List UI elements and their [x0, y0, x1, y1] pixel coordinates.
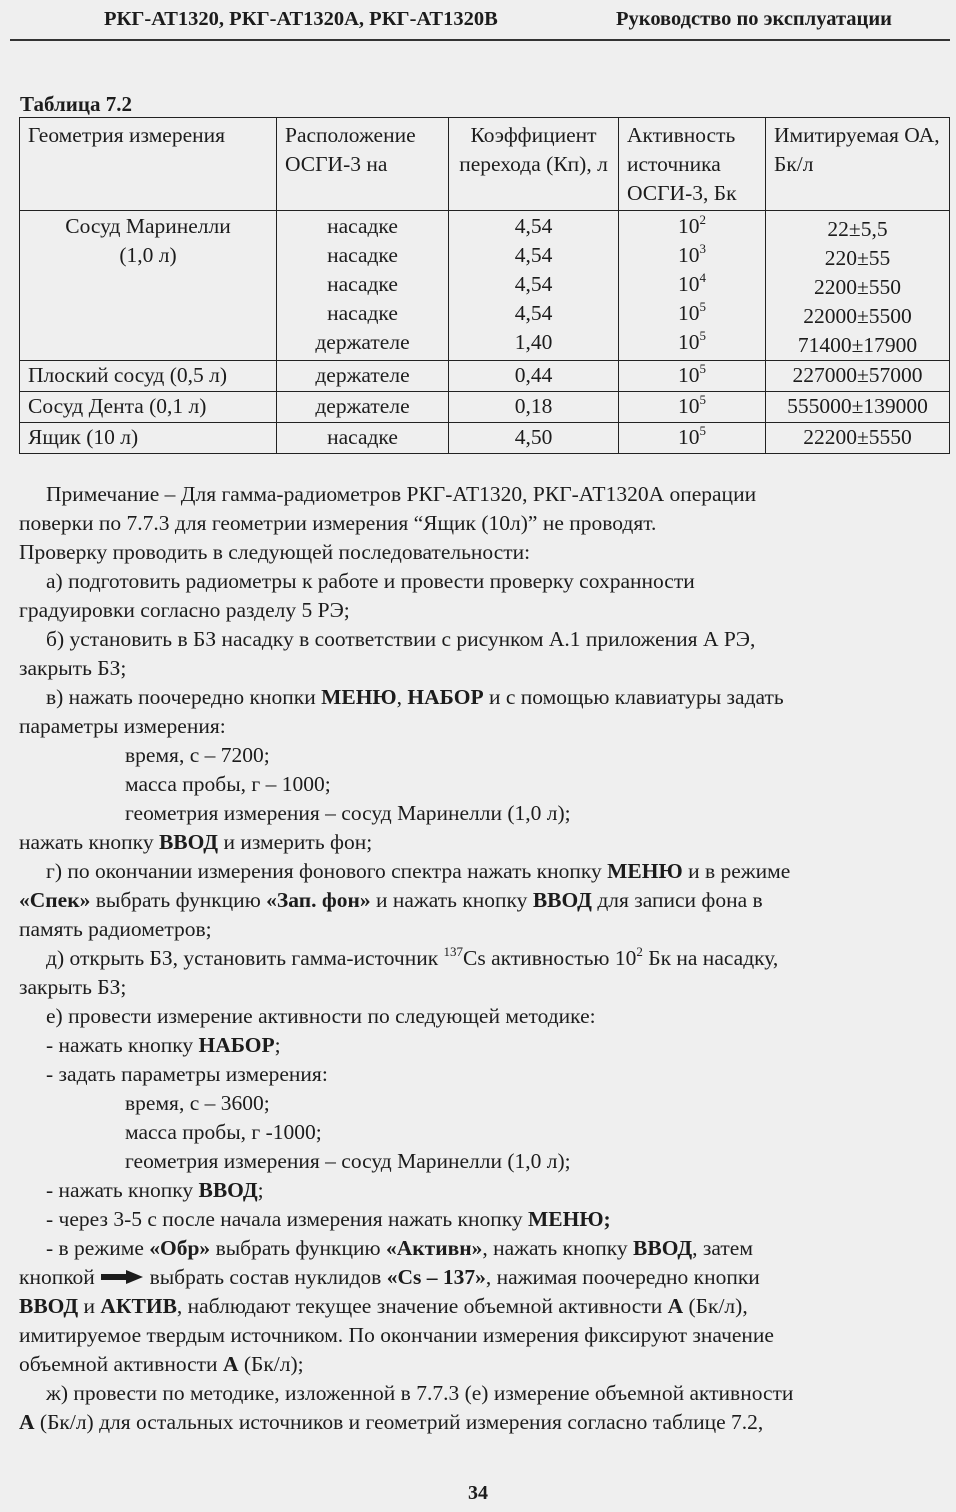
param-mass: масса пробы, г – 1000;: [125, 772, 331, 796]
header-cell: Активность источника ОСГИ-3, Бк: [619, 118, 766, 211]
coefficient-value: 4,54: [514, 301, 553, 325]
step-d: д) открыть БЗ, установить гамма-источник $^{137}$Cs активностью $10^2$ Бк на насадку,: [46, 944, 779, 970]
step-b-cont: закрыть БЗ;: [19, 656, 127, 680]
activity-cell: $10^5$: [619, 392, 766, 423]
header-cell: Расположение ОСГИ-3 на: [277, 118, 449, 211]
step-g-end: память радиометров;: [19, 917, 212, 941]
header-cell: Коэффициент перехода (Кп), л: [449, 118, 619, 211]
step-b: б) установить в БЗ насадку в соответствии с рисунком А.1 приложения А РЭ,: [46, 627, 756, 651]
header-cell: Геометрия измерения: [20, 118, 277, 211]
activity-cell: [619, 211, 766, 361]
simulated-oa-cell: 555000±139000: [766, 392, 950, 423]
step-v-cont: параметры измерения:: [19, 714, 226, 738]
coefficient-value: 4,54: [514, 272, 553, 296]
activity-value: $10^3$: [678, 241, 706, 267]
placement-cell: держателе: [277, 361, 449, 392]
placement-value: насадке: [327, 243, 398, 267]
geometry-cell: Плоский сосуд (0,5 л): [20, 361, 277, 392]
step-e-cont: ВВОД и АКТИВ, наблюдают текущее значение объемной активности А (Бк/л),: [19, 1294, 748, 1318]
step-d-cont: закрыть БЗ;: [19, 975, 127, 999]
header-rule: [10, 39, 950, 41]
placement-cell: насадке: [277, 423, 449, 454]
calibration-table: [19, 117, 950, 454]
step-e-cont: объемной активности А (Бк/л);: [19, 1352, 304, 1376]
table-caption: Таблица 7.2: [20, 92, 132, 116]
activity-value: $10^5$: [678, 299, 706, 325]
header-cell: Имитируемая ОА, Бк/л: [766, 118, 950, 211]
simulated-oa-value: 2200±550: [813, 275, 902, 299]
placement-cell: [277, 211, 449, 361]
table-header-row: [20, 118, 950, 211]
activity-value: $10^4$: [678, 270, 706, 296]
header-product: РКГ-АТ1320, РКГ-АТ1320А, РКГ-АТ1320В: [104, 8, 498, 30]
simulated-oa-value: 220±55: [824, 246, 891, 270]
simulated-oa-value: 71400±17900: [797, 333, 918, 357]
page-number: 34: [468, 1482, 488, 1504]
step-v: в) нажать поочередно кнопки МЕНЮ, НАБОР и с помощью клавиатуры задать: [46, 685, 784, 709]
coefficient-value: 4,54: [514, 214, 553, 238]
coefficient-value: 1,40: [514, 330, 553, 354]
coefficient-cell: 4,50: [449, 423, 619, 454]
step-g: г) по окончании измерения фонового спектра нажать кнопку МЕНЮ и в режиме: [46, 859, 791, 883]
coefficient-cell: 0,18: [449, 392, 619, 423]
step-e-cont: кнопкой выбрать состав нуклидов «Cs – 137», нажимая поочередно кнопки: [19, 1265, 760, 1289]
geometry-volume: (1,0 л): [119, 243, 177, 267]
step-e-item: - нажать кнопку ВВОД;: [46, 1178, 264, 1202]
table-row: [20, 423, 950, 454]
header-doc-type: Руководство по эксплуатации: [616, 8, 892, 30]
activity-value: $10^2$: [678, 212, 706, 238]
paragraph: Проверку проводить в следующей последовательности:: [19, 540, 531, 564]
activity-cell: $10^5$: [619, 423, 766, 454]
param-time: время, с – 7200;: [125, 743, 270, 767]
step-g-cont: «Спек» выбрать функцию «Зап. фон» и нажать кнопку ВВОД для записи фона в: [19, 888, 763, 912]
param-geometry: геометрия измерения – сосуд Маринелли (1,0 л);: [125, 1149, 571, 1173]
table-row-marinelli: [20, 211, 950, 361]
note-line: поверки по 7.7.3 для геометрии измерения “Ящик (10л)” не проводят.: [19, 511, 657, 535]
simulated-oa-cell: [766, 211, 950, 361]
step-a-cont: градуировки согласно разделу 5 РЭ;: [19, 598, 350, 622]
running-header: [104, 8, 944, 31]
placement-value: насадке: [327, 214, 398, 238]
step-v-end: нажать кнопку ВВОД и измерить фон;: [19, 830, 373, 854]
step-e-item: - через 3-5 с после начала измерения нажать кнопку МЕНЮ;: [46, 1207, 611, 1231]
table-row: [20, 392, 950, 423]
simulated-oa-value: 22±5,5: [827, 217, 888, 241]
step-zh-cont: А (Бк/л) для остальных источников и геометрий измерения согласно таблице 7.2,: [19, 1410, 764, 1434]
simulated-oa-cell: 227000±57000: [766, 361, 950, 392]
step-zh: ж) провести по методике, изложенной в 7.7.3 (е) измерение объемной активности: [46, 1381, 794, 1405]
placement-cell: держателе: [277, 392, 449, 423]
placement-value: насадке: [327, 301, 398, 325]
table-row: [20, 361, 950, 392]
geometry-cell: Сосуд Дента (0,1 л): [20, 392, 277, 423]
step-e-cont: имитируемое твердым источником. По окончании измерения фиксируют значение: [19, 1323, 774, 1347]
param-geometry: геометрия измерения – сосуд Маринелли (1,0 л);: [125, 801, 571, 825]
step-e-item: - нажать кнопку НАБОР;: [46, 1033, 281, 1057]
geometry-cell: Ящик (10 л): [20, 423, 277, 454]
activity-value: $10^5$: [678, 328, 706, 354]
step-e: е) провести измерение активности по следующей методике:: [46, 1004, 596, 1028]
procedure-text: [19, 480, 909, 1437]
geometry-cell: [20, 211, 277, 361]
activity-cell: $10^5$: [619, 361, 766, 392]
coefficient-cell: 0,44: [449, 361, 619, 392]
geometry-name: Сосуд Маринелли: [65, 214, 231, 238]
coefficient-cell: [449, 211, 619, 361]
placement-value: насадке: [327, 272, 398, 296]
right-arrow-icon: [100, 1269, 144, 1285]
step-e-item: - задать параметры измерения:: [46, 1062, 328, 1086]
note-line: Примечание – Для гамма-радиометров РКГ-АТ1320, РКГ-АТ1320А операции: [46, 482, 757, 506]
param-mass: масса пробы, г -1000;: [125, 1120, 322, 1144]
step-e-item: - в режиме «Обр» выбрать функцию «Активн», нажать кнопку ВВОД, затем: [46, 1236, 753, 1260]
step-a: а) подготовить радиометры к работе и провести проверку сохранности: [46, 569, 695, 593]
simulated-oa-cell: 22200±5550: [766, 423, 950, 454]
simulated-oa-value: 22000±5500: [803, 304, 912, 328]
placement-value: держателе: [315, 330, 410, 354]
coefficient-value: 4,54: [514, 243, 553, 267]
param-time: время, с – 3600;: [125, 1091, 270, 1115]
